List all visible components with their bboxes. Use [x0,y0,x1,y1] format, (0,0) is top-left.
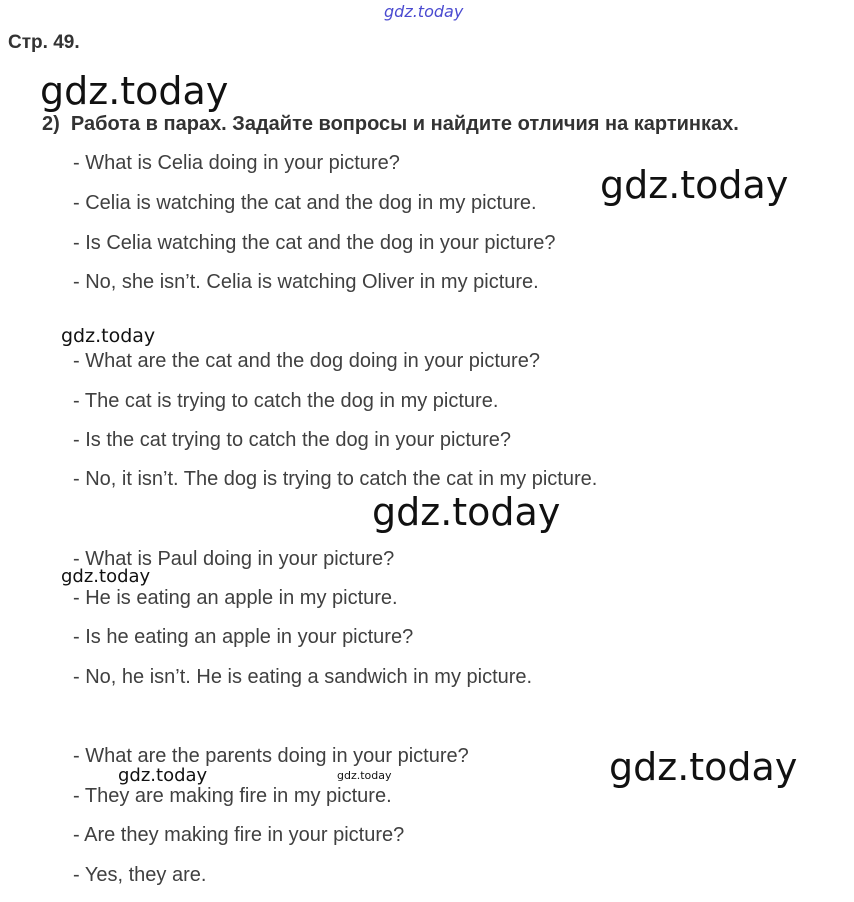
task-number: 2) [42,113,60,135]
watermark-top: gdz.today [384,2,464,21]
dialogue-1-line-3: - Is Celia watching the cat and the dog in your picture? [73,232,556,254]
dialogue-2-line-1: - What are the cat and the dog doing in your picture? [73,350,540,372]
dialogue-1-line-2: - Celia is watching the cat and the dog in my picture. [73,192,537,214]
dialogue-4-line-3: - Are they making fire in your picture? [73,824,405,846]
watermark-tiny-1: gdz.today [337,769,392,782]
watermark-small-2: gdz.today [61,566,151,587]
watermark-small-3: gdz.today [118,765,208,786]
watermark-large-2: gdz.today [600,163,789,207]
task-text: Работа в парах. Задайте вопросы и найдите отличия на картинках. [70,113,739,135]
dialogue-3-line-3: - Is he eating an apple in your picture? [73,626,414,648]
watermark-small-1: gdz.today [61,325,156,347]
dialogue-1-line-1: - What is Celia doing in your picture? [73,152,400,174]
dialogue-4-line-1: - What are the parents doing in your picture? [73,745,469,767]
task-heading [42,113,739,136]
watermark-large-3: gdz.today [372,490,561,534]
dialogue-4-line-2: - They are making fire in my picture. [73,785,392,807]
dialogue-4-line-4: - Yes, they are. [73,864,207,886]
dialogue-1-line-4: - No, she isn’t. Celia is watching Oliver in my picture. [73,271,539,293]
dialogue-2-line-3: - Is the cat trying to catch the dog in your picture? [73,429,512,451]
dialogue-2-line-2: - The cat is trying to catch the dog in my picture. [73,390,499,412]
watermark-large-1: gdz.today [40,69,229,113]
watermark-large-4: gdz.today [609,745,798,789]
dialogue-3-line-2: - He is eating an apple in my picture. [73,587,398,609]
dialogue-3-line-1: - What is Paul doing in your picture? [73,548,395,570]
page-reference: Стр. 49. [8,32,80,53]
dialogue-2-line-4: - No, it isn’t. The dog is trying to catch the cat in my picture. [73,468,598,490]
dialogue-3-line-4: - No, he isn’t. He is eating a sandwich in my picture. [73,666,533,688]
